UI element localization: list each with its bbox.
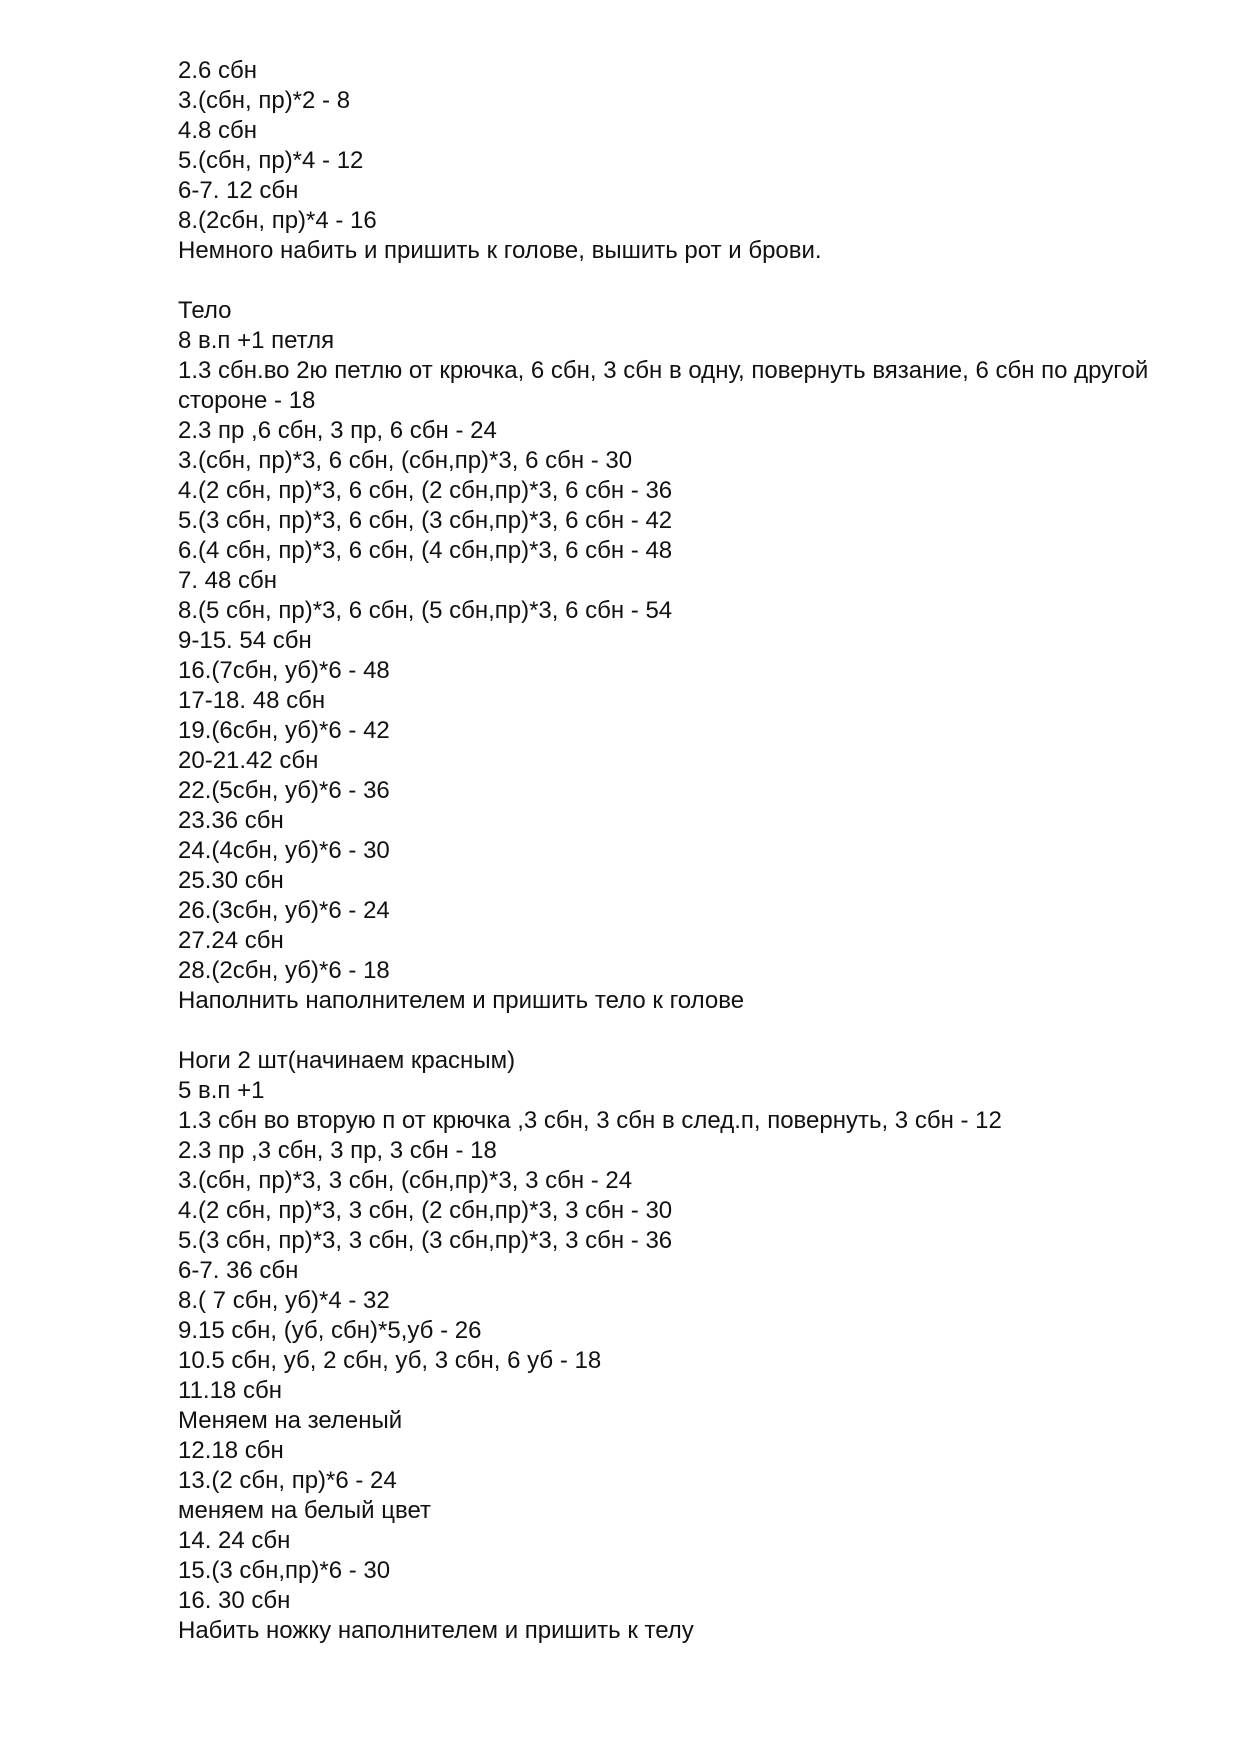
text-line: Меняем на зеленый [178,1407,403,1434]
text-line: 6-7. 36 сбн [178,1257,299,1284]
text-line: 6-7. 12 сбн [178,177,299,204]
text-line: 3.(сбн, пр)*3, 3 сбн, (сбн,пр)*3, 3 сбн - 24 [178,1167,633,1194]
section-head-part [178,56,1178,266]
text-line: 14. 24 сбн [178,1527,291,1554]
text-line: Набить ножку наполнителем и пришить к телу [178,1617,694,1644]
text-line: 6.(4 сбн, пр)*3, 6 сбн, (4 сбн,пр)*3, 6 сбн - 48 [178,537,673,564]
text-line: Наполнить наполнителем и пришить тело к голове [178,987,745,1014]
section-legs [178,1046,1178,1646]
text-line: 12.18 сбн [178,1437,284,1464]
section-body [178,296,1178,1016]
text-line: 8.(2сбн, пр)*4 - 16 [178,207,377,234]
text-line: 16. 30 сбн [178,1587,291,1614]
text-line: 3.(сбн, пр)*2 - 8 [178,87,351,114]
text-line: 5.(3 сбн, пр)*3, 6 сбн, (3 сбн,пр)*3, 6 сбн - 42 [178,507,673,534]
text-line: 4.(2 сбн, пр)*3, 6 сбн, (2 сбн,пр)*3, 6 сбн - 36 [178,477,673,504]
text-line: 2.3 пр ,6 сбн, 3 пр, 6 сбн - 24 [178,417,497,444]
text-line: 8.(5 сбн, пр)*3, 6 сбн, (5 сбн,пр)*3, 6 сбн - 54 [178,597,673,624]
text-line: 5.(сбн, пр)*4 - 12 [178,147,364,174]
text-line: 1.3 сбн во вторую п от крючка ,3 сбн, 3 сбн в след.п, повернуть, 3 сбн - 12 [178,1107,1002,1134]
text-line: меняем на белый цвет [178,1497,432,1524]
text-line: 11.18 сбн [178,1377,282,1404]
text-line: 8.( 7 сбн, уб)*4 - 32 [178,1287,390,1314]
text-line: 27.24 сбн [178,927,284,954]
text-line: 9.15 сбн, (уб, сбн)*5,уб - 26 [178,1317,482,1344]
text-line: 8 в.п +1 петля [178,327,335,354]
section-heading: Тело [178,297,232,324]
text-line: 26.(3сбн, уб)*6 - 24 [178,897,390,924]
text-line: 16.(7сбн, уб)*6 - 48 [178,657,390,684]
section-heading: Ноги 2 шт(начинаем красным) [178,1047,516,1074]
text-line: 10.5 сбн, уб, 2 сбн, уб, 3 сбн, 6 уб - 18 [178,1347,602,1374]
text-line: 7. 48 сбн [178,567,278,594]
text-line: 5 в.п +1 [178,1077,265,1104]
text-line: 13.(2 сбн, пр)*6 - 24 [178,1467,397,1494]
text-line: 22.(5сбн, уб)*6 - 36 [178,777,390,804]
text-line: 9-15. 54 сбн [178,627,312,654]
text-line: 1.3 сбн.во 2ю петлю от крючка, 6 сбн, 3 сбн в одну, повернуть вязание, 6 сбн по другой стороне - 18 [178,357,1155,414]
text-line: 24.(4сбн, уб)*6 - 30 [178,837,390,864]
document-page [178,56,1178,1646]
text-line: 4.(2 сбн, пр)*3, 3 сбн, (2 сбн,пр)*3, 3 сбн - 30 [178,1197,673,1224]
text-line: 2.6 сбн [178,57,258,84]
text-line: 15.(3 сбн,пр)*6 - 30 [178,1557,391,1584]
text-line: 5.(3 сбн, пр)*3, 3 сбн, (3 сбн,пр)*3, 3 сбн - 36 [178,1227,673,1254]
text-line: 25.30 сбн [178,867,284,894]
text-line: 3.(сбн, пр)*3, 6 сбн, (сбн,пр)*3, 6 сбн - 30 [178,447,633,474]
text-line: 17-18. 48 сбн [178,687,326,714]
text-line: 28.(2сбн, уб)*6 - 18 [178,957,390,984]
text-line: 20-21.42 сбн [178,747,319,774]
text-line: 2.3 пр ,3 сбн, 3 пр, 3 сбн - 18 [178,1137,497,1164]
text-line: 4.8 сбн [178,117,258,144]
text-line: 23.36 сбн [178,807,284,834]
text-line: Немного набить и пришить к голове, вышить рот и брови. [178,237,822,264]
text-line: 19.(6сбн, уб)*6 - 42 [178,717,390,744]
